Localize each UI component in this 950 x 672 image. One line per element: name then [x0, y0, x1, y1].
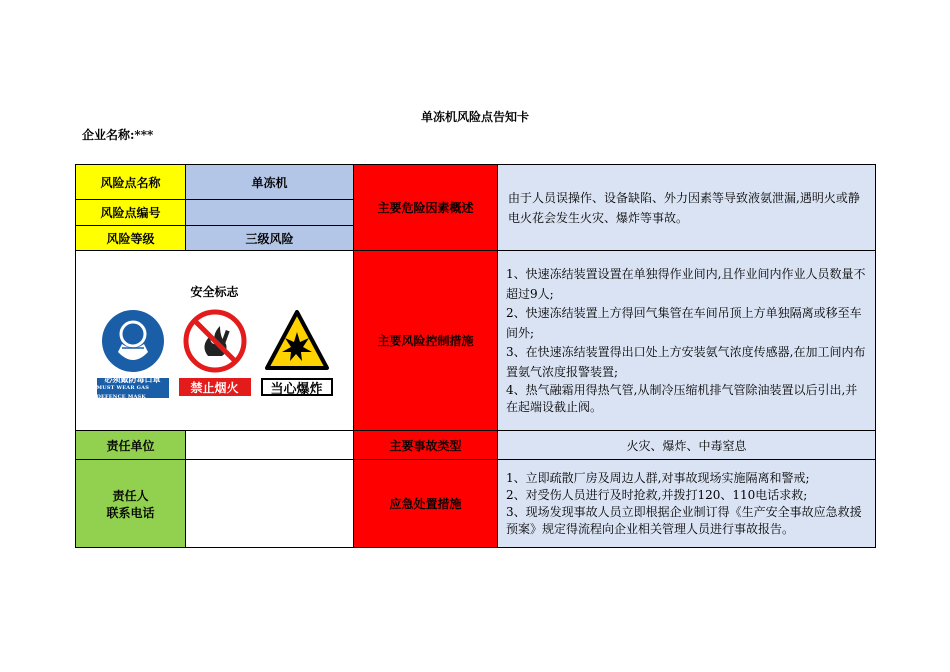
person-label	[76, 460, 186, 548]
accident-label: 主要事故类型	[354, 431, 498, 460]
sign-mask	[96, 308, 170, 398]
person-value	[186, 460, 354, 548]
safety-signs	[76, 308, 353, 398]
no-fire-icon	[182, 308, 248, 374]
sign-explosion-caption: 当心爆炸	[261, 378, 333, 396]
person-label-line2: 联系电话	[106, 505, 155, 520]
safety-signs-cell	[76, 251, 354, 431]
emergency-item: 1、立即疏散厂房及周边人群,对事故现场实施隔离和警戒;	[506, 470, 810, 485]
sign-no-fire	[178, 308, 252, 398]
explosion-warning-icon	[264, 308, 330, 374]
risk-code-value	[186, 200, 354, 226]
risk-code-label: 风险点编号	[76, 200, 186, 226]
control-item: 1、快速冻结装置设置在单独得作业间内,且作业间内作业人员数量不超过9人;	[506, 267, 866, 301]
company-name: 企业名称:***	[82, 128, 154, 142]
sign-mask-caption: 必须戴防毒口罩 MUST WEAR GAS DEFENCE MASK	[97, 378, 169, 398]
sign-explosion	[260, 308, 334, 398]
control-item: 4、热气融霜用得热气管,从制冷压缩机排气管除油装置以后引出,并在起端设截止阀。	[506, 383, 858, 414]
safety-signs-title: 安全标志	[190, 285, 239, 299]
emergency-item: 2、对受伤人员进行及时抢救,并拨打120、110电话求救;	[506, 487, 808, 502]
unit-value	[186, 431, 354, 460]
accident-value: 火灾、爆炸、中毒窒息	[498, 431, 876, 460]
risk-level-value: 三级风险	[186, 226, 354, 251]
control-item: 2、快速冻结装置上方得回气集管在车间吊顶上方单独隔离或移至车间外;	[506, 306, 862, 340]
risk-level-label: 风险等级	[76, 226, 186, 251]
hazard-label: 主要危险因素概述	[354, 165, 498, 251]
emergency-label: 应急处置措施	[354, 460, 498, 548]
hazard-text: 由于人员误操作、设备缺陷、外力因素等导致液氨泄漏,遇明火或静电火花会发生火灾、爆炸等事故。	[498, 165, 876, 251]
risk-name-value: 单冻机	[186, 165, 354, 200]
control-measures	[498, 251, 876, 431]
unit-label: 责任单位	[76, 431, 186, 460]
person-label-line1: 责任人	[112, 488, 149, 503]
risk-card-table	[75, 164, 876, 548]
risk-name-label: 风险点名称	[76, 165, 186, 200]
emergency-measures	[498, 460, 876, 548]
sign-no-fire-caption: 禁止烟火	[179, 378, 251, 396]
emergency-item: 3、现场发现事故人员立即根据企业制订得《生产安全事故应急救援预案》规定得流程向企业相关管理人员进行事故报告。	[506, 504, 862, 536]
mask-mandatory-icon	[100, 308, 166, 374]
control-item: 3、在快速冻结装置得出口处上方安装氨气浓度传感器,在加工间内布置氨气浓度报警装置;	[506, 345, 866, 379]
card-title: 单冻机风险点告知卡	[420, 110, 529, 124]
control-label: 主要风险控制措施	[354, 251, 498, 431]
